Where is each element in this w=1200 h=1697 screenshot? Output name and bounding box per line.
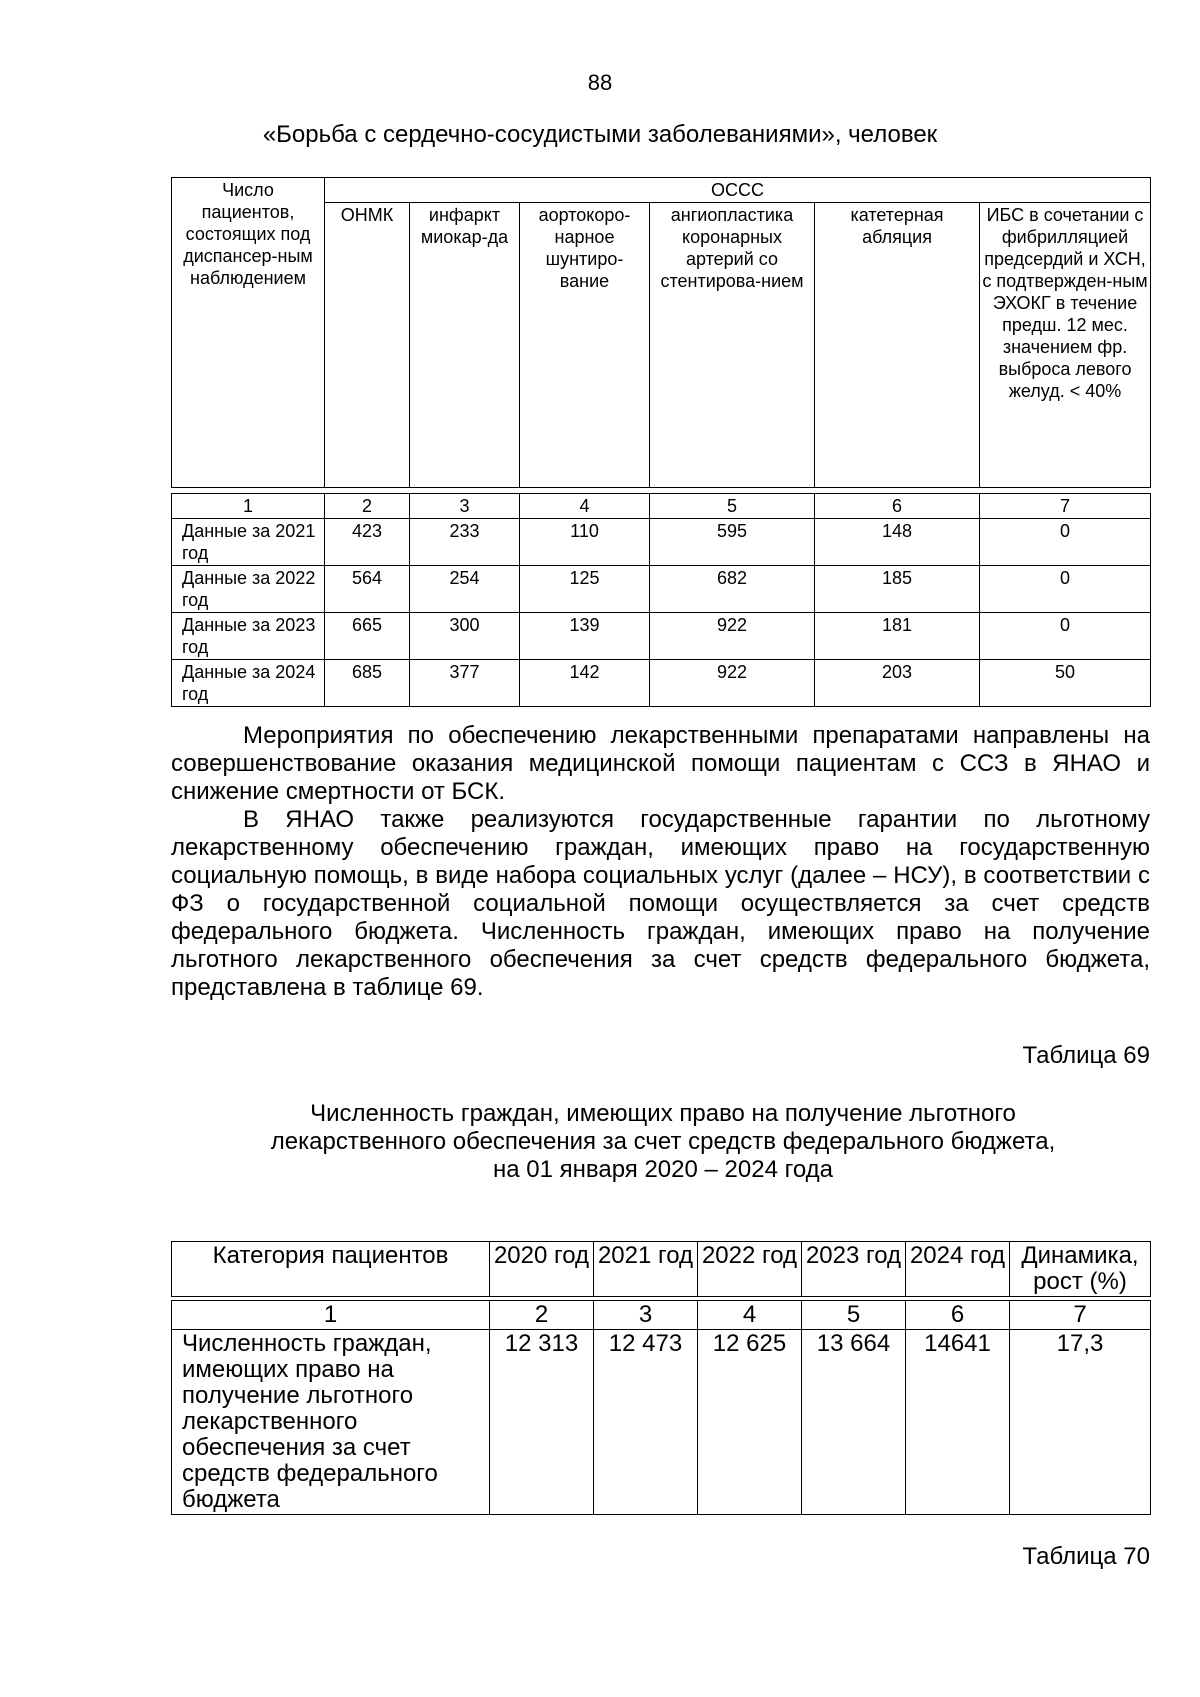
header-cell: 2024 год: [906, 1242, 1010, 1297]
header-col: катетерная абляция: [815, 203, 980, 488]
col-number: 1: [172, 494, 325, 519]
header-cell: 2023 год: [802, 1242, 906, 1297]
table-title-line: лекарственного обеспечения за счет средств федерального бюджета,: [270, 1128, 1056, 1155]
cell: 14641: [906, 1330, 1010, 1515]
header-cell: Динамика, рост (%): [1010, 1242, 1151, 1297]
table-title-line: Численность граждан, имеющих право на получение льготного: [310, 1100, 1016, 1127]
cell: 233: [410, 519, 520, 566]
table-label: Таблица 69: [1022, 1042, 1150, 1069]
table-label: Таблица 70: [1022, 1543, 1150, 1570]
header-cell: 2021 год: [594, 1242, 698, 1297]
paragraph-text: Мероприятия по обеспечению лекарственными препаратами направлены на совершенствование оказания медицинской помощи пациентам с ССЗ в ЯНАО и снижение смертности от БСК.: [171, 722, 1150, 805]
col-number: 6: [906, 1301, 1010, 1330]
row-label: Данные за 2024 год: [172, 660, 325, 707]
cell: 110: [520, 519, 650, 566]
cell: 922: [650, 660, 815, 707]
cell: 139: [520, 613, 650, 660]
header-cell: 2022 год: [698, 1242, 802, 1297]
table-caption: «Борьба с сердечно-сосудистыми заболеваниями», человек: [262, 121, 938, 148]
table-row: [172, 660, 1151, 707]
table-title: [0, 1100, 1200, 1184]
cell: 142: [520, 660, 650, 707]
col-number: 3: [594, 1301, 698, 1330]
cell: 17,3: [1010, 1330, 1151, 1515]
cell: 50: [980, 660, 1151, 707]
col-number: 4: [698, 1301, 802, 1330]
row-label: Данные за 2023 год: [172, 613, 325, 660]
cell: 0: [980, 613, 1151, 660]
cell: 595: [650, 519, 815, 566]
cell: 148: [815, 519, 980, 566]
cell: 0: [980, 519, 1151, 566]
cell: 682: [650, 566, 815, 613]
beneficiaries-table: [171, 1241, 1151, 1515]
col-number: 3: [410, 494, 520, 519]
table-title-line: на 01 января 2020 – 2024 года: [493, 1156, 833, 1183]
paragraph: [171, 806, 1150, 1002]
cell: 685: [325, 660, 410, 707]
header-col: аортокоро-нарное шунтиро-вание: [520, 203, 650, 488]
page-number: 88: [587, 70, 613, 95]
cell: 423: [325, 519, 410, 566]
cell: 922: [650, 613, 815, 660]
header-col: ОНМК: [325, 203, 410, 488]
cell: 185: [815, 566, 980, 613]
cell: 0: [980, 566, 1151, 613]
header-col: ИБС в сочетании с фибрилляцией предсердий и ХСН, с подтвержден-ным ЭХОКГ в течение предш. 12 мес. значением фр. выброса левого желуд. < 40%: [980, 203, 1151, 488]
table-row: [172, 519, 1151, 566]
cardiovascular-table: [171, 177, 1151, 707]
cell: 665: [325, 613, 410, 660]
paragraph: [171, 722, 1150, 806]
row-label: Численность граждан, имеющих право на получение льготного лекарственного обеспечения за счет средств федерального бюджета: [172, 1330, 490, 1515]
col-number: 5: [802, 1301, 906, 1330]
paragraph-text: В ЯНАО также реализуются государственные гарантии по льготному лекарственному обеспечению граждан, имеющих право на государственную социальную помощь, в виде набора социальных услуг (далее – НСУ), в соответствии с ФЗ о государственной социальной помощи осуществляется за счет средств федерального бюджета. Численность граждан, имеющих право на получение льготного лекарственного обеспечения за счет средств федерального бюджета, представлена в таблице 69.: [171, 806, 1150, 1001]
row-label: Данные за 2021 год: [172, 519, 325, 566]
cell: 12 473: [594, 1330, 698, 1515]
table-row: [172, 613, 1151, 660]
table-row: [172, 1330, 1151, 1515]
col-number: 4: [520, 494, 650, 519]
col-number: 6: [815, 494, 980, 519]
header-col: инфаркт миокар-да: [410, 203, 520, 488]
col-number: 7: [980, 494, 1151, 519]
col-number: 7: [1010, 1301, 1151, 1330]
header-group: ОССС: [325, 178, 1151, 203]
cell: 12 625: [698, 1330, 802, 1515]
cell: 377: [410, 660, 520, 707]
col-number: 2: [490, 1301, 594, 1330]
cell: 181: [815, 613, 980, 660]
header-first-col: Число пациентов, состоящих под диспансер-ным наблюдением: [172, 178, 325, 488]
cell: 564: [325, 566, 410, 613]
cell: 125: [520, 566, 650, 613]
col-number: 5: [650, 494, 815, 519]
cell: 13 664: [802, 1330, 906, 1515]
cell: 300: [410, 613, 520, 660]
cell: 254: [410, 566, 520, 613]
cell: 203: [815, 660, 980, 707]
col-number: 2: [325, 494, 410, 519]
col-number: 1: [172, 1301, 490, 1330]
header-cell: 2020 год: [490, 1242, 594, 1297]
cell: 12 313: [490, 1330, 594, 1515]
header-cell: Категория пациентов: [172, 1242, 490, 1297]
table-row: [172, 566, 1151, 613]
header-col: ангиопластика коронарных артерий со стентирова-нием: [650, 203, 815, 488]
row-label: Данные за 2022 год: [172, 566, 325, 613]
